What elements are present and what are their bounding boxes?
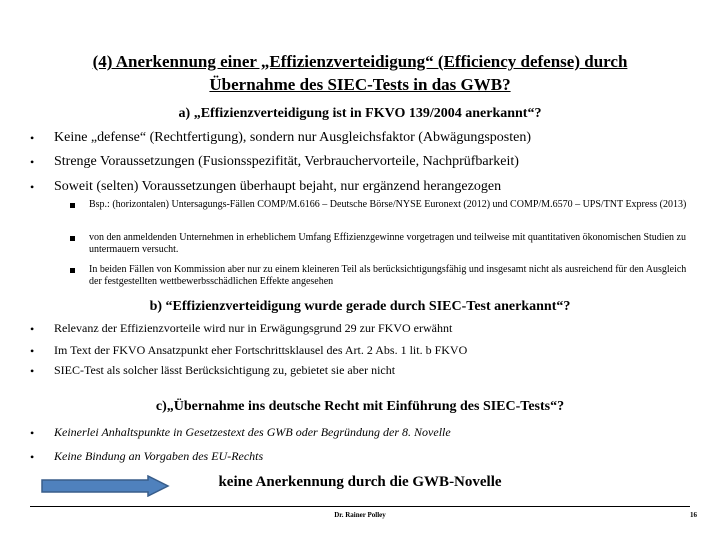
bullet-icon: • xyxy=(30,180,35,194)
bullet-icon: • xyxy=(30,426,35,440)
square-bullet-icon xyxy=(70,236,75,241)
section-c-heading: c)„Übernahme ins deutsche Recht mit Einführung des SIEC-Tests“? xyxy=(155,399,565,414)
section-b-bullet-3: SIEC-Test als solcher lässt Berücksichtigung zu, gebietet sie aber nicht xyxy=(54,363,396,377)
section-a-subbullet-2: von den anmeldenden Unternehmen in erheblichem Umfang Effizienzgewinne vorgetragen und teilweise mit quantitativen ökonomischen Studien zu untermauern versucht. xyxy=(89,232,686,255)
slide-title xyxy=(30,50,690,96)
footer-divider xyxy=(30,506,690,507)
section-c-bullet-2: Keine Bindung an Vorgaben des EU-Rechts xyxy=(54,449,264,463)
section-b-bullet-1: Relevanz der Effizienzvorteile wird nur in Erwägungsgrund 29 zur FKVO erwähnt xyxy=(54,321,453,335)
page-number: 16 xyxy=(690,511,697,519)
section-a-bullet-3: Soweit (selten) Voraussetzungen überhaupt bejaht, nur ergänzend herangezogen xyxy=(54,179,502,194)
footer-author: Dr. Rainer Polley xyxy=(334,511,386,519)
slide-title-line-2: Übernahme des SIEC-Tests in das GWB? xyxy=(209,75,511,94)
square-bullet-icon xyxy=(70,203,75,208)
section-a-bullet-2: Strenge Voraussetzungen (Fusionsspezifität, Verbrauchervorteile, Nachprüfbarkeit) xyxy=(54,154,519,169)
section-a-subbullet-3: In beiden Fällen von Kommission aber nur zu einem kleineren Teil als berücksichtigungsfähig und insgesamt nicht als ausreichend für den Ausgleich der festgestellten wettbewerbsschädlichen Effekte angesehen xyxy=(89,264,687,287)
conclusion-text: keine Anerkennung durch die GWB-Novelle xyxy=(218,474,502,490)
bullet-icon: • xyxy=(30,131,35,145)
bullet-icon: • xyxy=(30,344,35,358)
bullet-icon: • xyxy=(30,450,35,464)
section-a-bullet-1: Keine „defense“ (Rechtfertigung), sondern nur Ausgleichsfaktor (Abwägungsposten) xyxy=(54,130,532,145)
section-c-bullet-1: Keinerlei Anhaltspunkte in Gesetzestext des GWB oder Begründung der 8. Novelle xyxy=(54,425,451,439)
section-a-heading: a) „Effizienzverteidigung ist in FKVO 139/2004 anerkannt“? xyxy=(178,106,542,121)
section-b-bullet-2: Im Text der FKVO Ansatzpunkt eher Fortschrittsklausel des Art. 2 Abs. 1 lit. b FKVO xyxy=(54,343,468,357)
bullet-icon: • xyxy=(30,322,35,336)
slide-title-line-1: (4) Anerkennung einer „Effizienzverteidigung“ (Efficiency defense) durch xyxy=(92,52,628,71)
bullet-icon: • xyxy=(30,155,35,169)
square-bullet-icon xyxy=(70,268,75,273)
section-b-heading: b) “Effizienzverteidigung wurde gerade durch SIEC-Test anerkannt“? xyxy=(149,299,571,314)
section-a-subbullet-1: Bsp.: (horizontalen) Untersagungs-Fällen COMP/M.6166 – Deutsche Börse/NYSE Euronext (2012) und COMP/M.6570 – UPS/TNT Express (2013) xyxy=(89,199,687,210)
bullet-icon: • xyxy=(30,364,35,378)
